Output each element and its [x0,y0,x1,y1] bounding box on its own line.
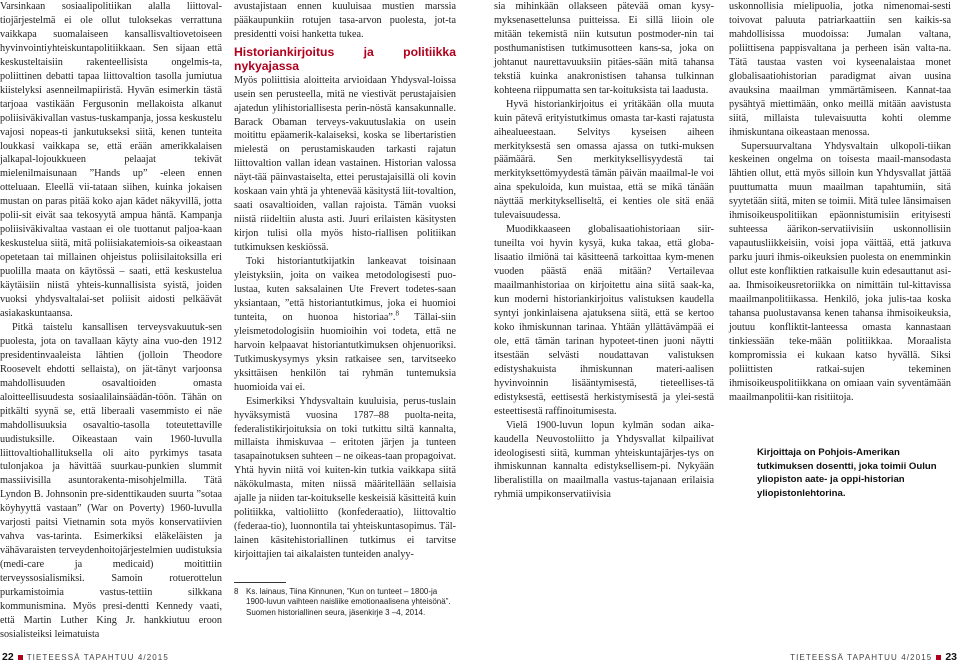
paragraph: Hyvä historiankirjoitus ei yritäkään olla muuta kuin pätevä erityistutkimus omasta tar-kasti rajatusta aihealueestaan. Selvitys kyseisen aiheen merkityksestä sen omassa ajassa on tutki-muksen päämäärä. Sen merkityksellisyydestä tai merkityksettömyydestä tämän päivän maailmal-le voi aina spekuloida, kun muistaa, että se mikä tänään näyttää merkitykselliseltä, ei kenties ole sitä enää tulevaisuudessa. [494,98,714,222]
section-heading: Historiankirjoitus ja politiikka nykyajassa [234,44,456,74]
paragraph: uskonnollisia mielipuolia, jotka nimenomai-sesti toivovat paluuta patriarkaattiin sen kaikis-sa mahdollisissa muodoissa: Jumalan valtana, poliittisena pappisvaltana ja perheen isän valta-na. Tätä taustaa vasten voi kyseenalaistaa monet globalisaatiohistorian paradigmat aivan uusina avauksina maailman ymmärtämiseen. Kannat-taa pysähtyä miettimään, onko meillä mitään aavistusta siitä, millaista tulevaisuutta kohti olemme ihmiskuntana oikeastaan menossa. [729,1,951,138]
paragraph: Myös poliittisia aloitteita arvioidaan Yhdysval-loissa usein sen perusteella, mitä ne viestivät perustajaisien ajatedun ylihistoriallisesta perin-nöstä kansakunnalle. Barack Obaman terveys-vakuutuslakia on usein moitittu epäamerik-kalaiseksi, koska se libertaristien mielestä on perustamiskauden tarkasti rajatun liittovaltion vallan idean vastainen. Historian valossa näyt-tää päinvastaiselta, ettei perustajaisillä oli kovin koskaan vain yhtä ja yhtenevää käsitystä liit-tovaltion, saati osavaltioiden, vallan rajoista. Tämän vuoksi niistä riideltiin alusta asti. Juuri erilaisten käsitysten kirjon tulisi olla myös histo-riallisen politiikan tutkimuksen keskiössä. [234,74,456,254]
footer-left [2,651,169,663]
paragraph: Pitkä taistelu kansallisen terveysvakuutuk-sen puolesta, jota on tavallaan käyty aina vuo-den 1912 presidentinvaaleista lähtien (jolloin Theodore Roosevelt ehdotti sellaista), on jät-tänyt varjoonsa mahdollisuuden osavaltioiden omasta aloitteellisuudesta sosiaalilainsäädän-töön. Tähän on pitkälti syynä se, että liberaali vasemmisto ei näe mahdollisuuksia osavaltio-tasolla toteutettaville uudistuksille. Oikeastaan vain 1960-luvulla liittovaltiohallituksella oli aito pyrkimys tasata tulonjakoa ja hävittää suurkau-punkien slummit massiivisilla asuntorakenta-misohjelmilla. Tätä Lyndon B. Johnsonin pre-sidenttikauden suurta ”sotaa köyhyyttä vastaan” (War on Poverty) 1960-luvulla varjosti paitsi Vietnamin sota myös konservatiivien vahva vas-tarinta. Esimerkiksi eläkeläisten ja vähävaraisten terveydenhoitojärjestelmien uudistuksia (medi-care ja medicaid) moitittiin terveyssosialismiksi. Samoin rotuerottelun purkamistoimia vastus-tettiin silkkana kommunismina. Myös presi-dentti Kennedy vaati, että Martin Luther King Jr. hankkiutuu eroon sosialisteiksi leimatuista [0,321,222,640]
paragraph [234,255,456,395]
paragraph: Vielä 1900-luvun lopun kylmän sodan aika-kaudella Neuvostoliitto ja Yhdysvallat kilpailivat ideologisesti siitä, kumman yhteiskuntajärjes-tys on ihmiskunnan kannalta edistyksellisem-pi. Nykyään liberalistilla on maailmalla vastus-tajanaan erilaisia ryhmiä umpikonservatiivisia [494,419,714,501]
paragraph: sia mihinkään ollakseen pätevää oman kysy-myksenasettelunsa puitteissa. Ei sillä liioin ole mitään tekemistä niin kutsutun postmoder-nin tai posthumanistisen tutkimusotteen kans-sa, joka on johtanut nauretta​vuuksiin pitäes-sään mitä tahansa tekstiä kuinka anakronistisen tahansa tulkinnan kohteena riippumatta sen tar-koituksista tai laadusta. [494,1,714,96]
paragraph: Varsinkaan sosiaalipolitiikan alalla liittoval-tiojärjestelmä ei ole ollut tuloksekas verrattuna vaikkapa suomalaiseen kansallisvaltiovetoiseen hyvinvointiyhteiskuntapolitiikkaan. Sen sijaan että keskusteltaisiin rakenteellisista ongelmis-ta, poliittinen debatti tapaa liittovaltion tasolla jumiutua kiistelyksi asenneilmapiiristä. Hyvän esimerkin tästä tarjoaa vastikään Fergusonin mellakoista alkanut poliisiväkivallan vastus-tuskampanja, jossa keskustelu vajosi nopeas-ti jankutukseksi siitä, kenen tunteita loukkasi vaikkapa se, että erään amerikkalaisen jalkapal-lojoukkueen pelaajat tekivät mielenilmaisunaan ”Hands up” -eleen ennen otteluaan. Eleellä vii-tataan siihen, kuinka jokaisen mustan on paras pitää koko ajan kädet näkyvillä, jotta polii-sit eivät saa tekosyytä ampua häntä. Kampanja poliisiväkivaltaa vastaan ei ole tuottanut paljoa-kaan keskustelua siitä, mitä poliisiakatemiois-sa oikeastaan opetetaan tai millainen ohjeistus poliisilaitoksilla eri puolilla maata on käytössä – saati, että keskustelua käytäisiin niistä yhteis-kunnallisista syistä, joiden vuoksi yhdysvaltalai-set poliisit aidosti pelkäävät asiakaskuntaansa. [0,1,222,319]
paragraph: Esimerkiksi Yhdysvaltain kuuluisia, perus-tuslain hyväksymistä vuosina 1787–88 puolta-neita, federalistikirjoituksia on toki tutkittu siltä kannalta, millaista ihmiskuvaa – eritoten järjen ja tunteen tasapainotuksen suhteen – ne oikeas-taan propagoivat. Yhtä hyvin niitä voi kuiten-kin tutkia vaikkapa siitä näkökulmasta, miten niissä määritellään sellaisia ajalle ja niiden tar-koitukselle keskeisiä käsitteitä kuin politiikka, valtioliitto (konfederaatio), liittovaltio (federaa-tio), luonnontila tai yhteiskuntasopimus. Täl-lainen käsitehistoriallinen tutkimus ei tarvitse kirjoittajien tai aikalaisten tunteiden analyy- [234,395,456,561]
magazine-name-left: TIETEESSÄ TAPAHTUU 4/2015 [26,653,169,662]
footnote-text: Ks. lainaus, Tiina Kinnunen, ”Kun on tunteet – 1800-ja 1900-luvun vaihteen naisliike emotionaalisena yhteisönä”. Suomen historiallinen seura, jäsenkirje 3 –4, 2014. [246,587,451,617]
column-4 [729,0,951,405]
column-3 [494,0,714,502]
paragraph: Muodikkaaseen globalisaatiohistoriaan siir-tuneilta voi hyvin kysyä, kuka takaa, että globa-lisaatio ilmiönä tai käsitteenä tarkoittaa kym-menen vuoden päästä enää mitään? Vertailevaa maailmanhistoriaa on kirjoitettu aina siitä saak-ka, kun moderni historiankirjoitus valistuksen kaudella syntyi jonkinlaisena ajatuksena siitä, että se kertoo koko ihmiskunnan tarinaa. Yhtään yllättävämpää ei ole, että tämän tarinan hypoteet-tinen juoni näytti itsestään selvästi noudattavan valistuksen edistyshakuista ihmiskunnan materi-aalisen hyvinvoinnin lisääntymisestä, tieteellises-tä edistyksestä, eettisestä herkistymisestä ja ylei-sestä esteettisestä raffinoitumisesta. [494,224,714,417]
square-bullet-icon [18,655,23,660]
square-bullet-icon [936,655,941,660]
footnote-marker[interactable]: 8 [395,309,399,318]
footer-right [790,651,957,663]
footnote-rule [234,582,286,583]
author-caption: Kirjoittaja on Pohjois-Amerikan tutkimuksen dosentti, joka toimii Oulun yliopiston aate- ja oppi-historian yliopistonlehtorina. [757,447,937,499]
paragraph: Supersuurvaltana Yhdysvaltain ulkopoli-tiikan keskeinen ongelma on toisesta maail-mansodasta lähtien ollut, että myös silloin kun Yhdysvallat jättää puuttumatta muun maailman tapahtumiin, sitä syytetään siitä, miten se toimii. Mitä tulee länsimaisen ihmisoikeuspolitiikan epäonnistumisiin erityisesti suhteessa äärikon-servatiivisiin uskonnollisiin vapautusliikkeisiin, voisi jopa väittää, että jatkuva parku juuri ihmis-oikeuksien puolesta on enemminkin ollut este konfliktien ratkaisulle kuin edesauttanut asi-aa. Ihmisoikeusretoriikka on nimittäin tul-kittavissa maailmanpolitiikassa. Henkilö, joka julis-taa koska tahansa puolustavansa kenen tahansa ihmisoikeuksia, joutuu konfliktit-lanteessa omasta kannastaan tinkiessään teke-mään politiikkaa. Moraalista kompromissia ei kukaan katso hyvällä. Siksi poliittisten ratkai-sujen tekeminen ihmisoikeuspolitiikkana on omiaan vain syventämään maailmanpolitii-kan risitiitoja. [729,140,951,403]
footnote-number: 8 [234,587,239,596]
footnote [234,582,456,618]
column-1 [0,0,222,642]
column-2 [234,0,456,562]
paragraph: avustajistaan ennen kuuluisaa mustien marssia pääkaupunkiin rotujen tasa-arvon puolesta, jot-ta presidentti voisi hanketta tukea. [234,1,456,40]
magazine-name-right: TIETEESSÄ TAPAHTUU 4/2015 [790,653,933,662]
paragraph-text: Toki historiantutkijatkin lankeavat toisinaan yleistyksiin, joita on vaikea metodologisesti puo-lustaa, kuten saksalainen Ute Frevert todetes-saan yksiantaan, ”että historiantutkimus, joka ei huomioi tunteita, on huonoa historiaa”. [234,256,456,323]
paragraph-text: Tällai-siin yleismetodologisiin huomioihin voi todeta, että ne harvoin kelpaavat historiantutkimuksen ohjenuoriksi. Tutkimuskysymys yksin ratkaisee sen, tarvitseeko yksittäisen henkilön tai ryhmän tuntemuksia huomioida vai ei. [234,311,456,393]
page-number-right: 23 [945,651,957,663]
page-number-left: 22 [2,651,14,663]
